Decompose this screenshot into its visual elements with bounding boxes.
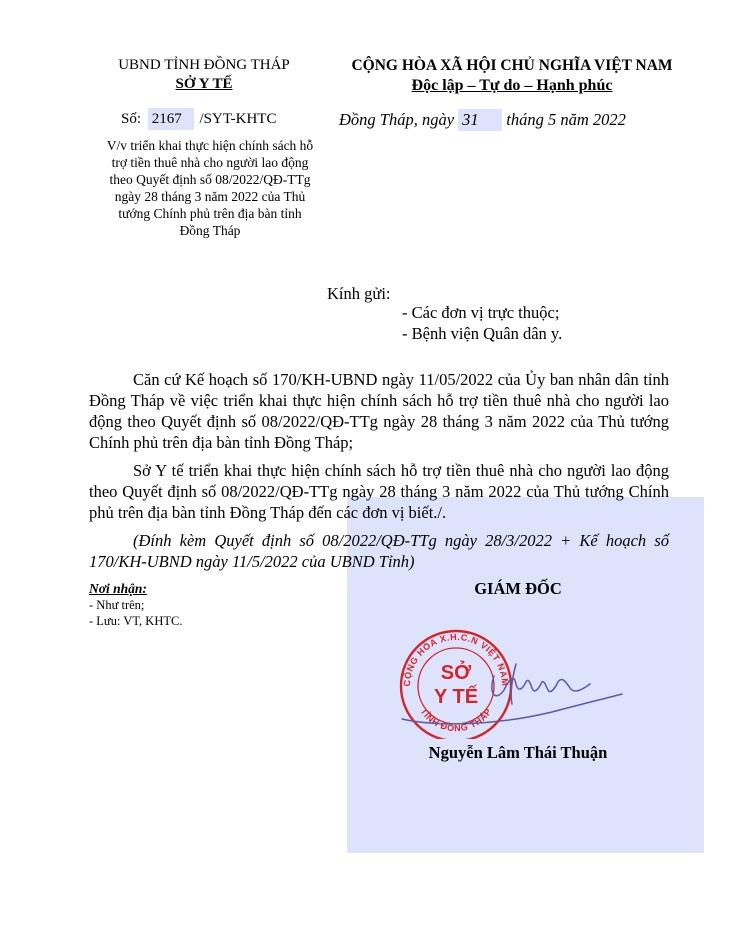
issuer-department: SỞ Y TẾ	[175, 76, 233, 92]
subject-line: Đồng Tháp	[179, 223, 241, 238]
doc-number-prefix: Số:	[121, 111, 142, 127]
seal-center-line2: Y TẾ	[433, 686, 479, 708]
signer-title: GIÁM ĐỐC	[474, 579, 562, 598]
recipients-label: Kính gửi:	[327, 284, 391, 303]
cc-label: Nơi nhận:	[89, 581, 147, 596]
seal-bottom-text: TỈNH ĐỒNG THÁP	[418, 706, 494, 734]
signer-name: Nguyễn Lâm Thái Thuận	[428, 743, 608, 762]
doc-number-suffix: /SYT-KHTC	[199, 111, 277, 127]
seal	[401, 631, 511, 739]
recipient-item: - Các đơn vị trực thuộc;	[402, 303, 560, 322]
subject-line: ngày 28 tháng 3 năm 2022 của Thủ	[114, 189, 306, 204]
body-paragraph-2: Sở Y tế triển khai thực hiện chính sách hỗ trợ tiền thuê nhà cho người lao động theo Quyết định số 08/2022/QĐ-TTg ngày 28 tháng 3 năm 2022 của Thủ tướng Chính phủ trên địa bàn tỉnh Đồng Tháp đến các đơn vị biết./.	[89, 461, 669, 522]
date-prefix: Đồng Tháp, ngày	[339, 110, 455, 129]
national-motto: Độc lập – Tự do – Hạnh phúc	[411, 77, 613, 94]
subject-line: V/v triển khai thực hiện chính sách hỗ	[106, 138, 314, 153]
subject-line: tướng Chính phủ trên địa bàn tỉnh	[118, 206, 302, 221]
cc-item: - Lưu: VT, KHTC.	[89, 614, 183, 628]
recipients-list	[402, 302, 562, 344]
cc-item: - Như trên;	[89, 598, 145, 612]
issuer-province: UBND TỈNH ĐỒNG THÁP	[118, 57, 290, 73]
doc-number-value: 2167	[148, 108, 194, 130]
date-line	[339, 109, 626, 131]
issuer-header	[92, 56, 316, 94]
recipient-item: - Bệnh viện Quân dân y.	[402, 324, 563, 343]
subject-line: theo Quyết định số 08/2022/QĐ-TTg	[109, 172, 311, 187]
official-seal-and-signature	[392, 624, 632, 739]
date-suffix: tháng 5 năm 2022	[506, 110, 626, 129]
attachment-note: (Đính kèm Quyết định số 08/2022/QĐ-TTg ngày 28/3/2022 + Kế hoạch số 170/KH-UBND ngày 11/5/2022 của UBND Tỉnh)	[89, 531, 669, 571]
subject-block	[82, 137, 338, 239]
cc-block	[89, 580, 182, 629]
document-number	[121, 108, 276, 130]
seal-top-text: CỘNG HÒA X.H.C.N VIỆT NAM	[401, 631, 511, 687]
national-name: CỘNG HÒA XÃ HỘI CHỦ NGHĨA VIỆT NAM	[351, 57, 673, 74]
date-day: 31	[458, 109, 502, 131]
body-paragraph-1: Căn cứ Kế hoạch số 170/KH-UBND ngày 11/05/2022 của Ủy ban nhân dân tỉnh Đồng Tháp về việc triển khai thực hiện chính sách hỗ trợ tiền thuê nhà cho người lao động theo Quyết định số 08/2022/QĐ-TTg ngày 28 tháng 3 năm 2022 của Thủ tướng Chính phủ trên địa bàn tỉnh Đồng Tháp;	[89, 370, 669, 452]
body-text	[89, 369, 669, 572]
seal-center-line1: SỞ	[440, 662, 472, 684]
subject-line: trợ tiền thuê nhà cho người lao động	[111, 155, 309, 170]
national-header	[326, 56, 698, 96]
